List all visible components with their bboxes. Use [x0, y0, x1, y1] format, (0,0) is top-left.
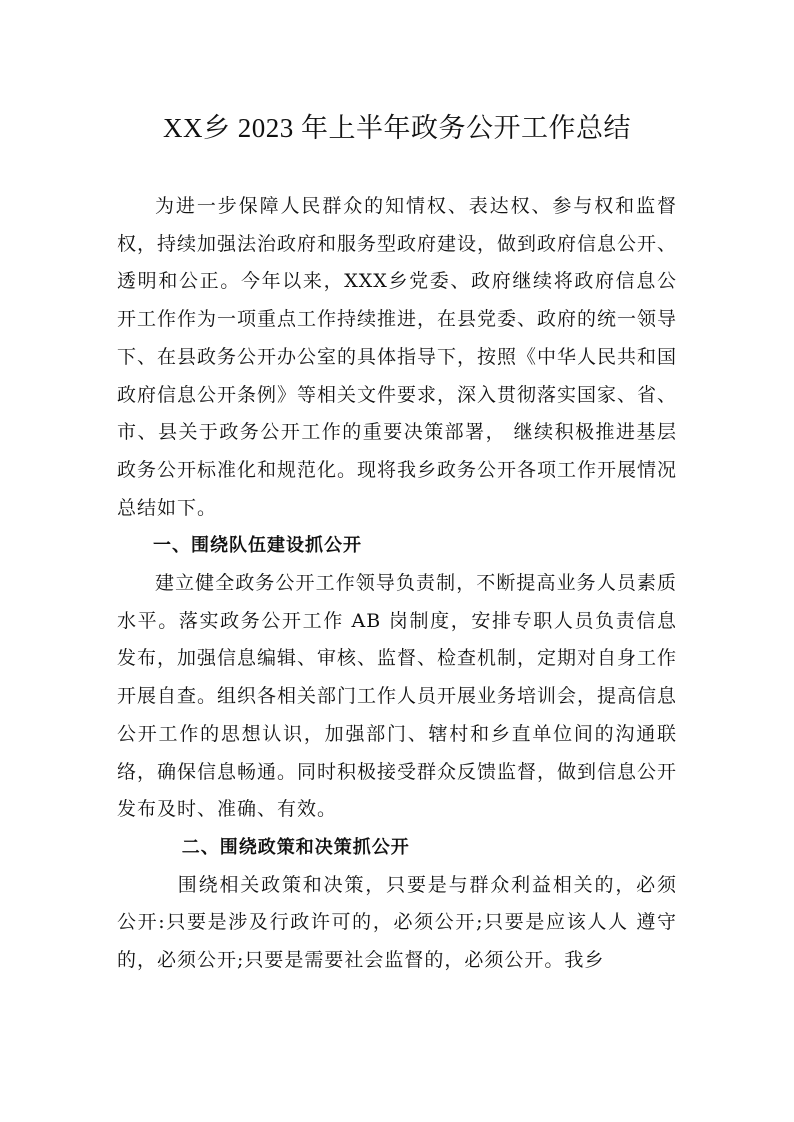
section-heading-2: 二、围绕政策和决策抓公开: [181, 836, 410, 858]
section-2-paragraph: 围绕相关政策和决策，只要是与群众利益相关的，必须公开:只要是涉及行政许可的，必须公开;只要是应该人人 遵守的，必须公开;只要是需要社会监督的，必须公开。我乡: [117, 873, 677, 972]
document-title: XX乡 2023 年上半年政务公开工作总结: [163, 113, 631, 143]
section-heading-1: 一、围绕队伍建设抓公开: [153, 535, 362, 557]
intro-paragraph: 为进一步保障人民群众的知情权、表达权、参与权和监督权，持续加强法治政府和服务型政府建设，做到政府信息公开、透明和公正。今年以来，XXX乡党委、政府继续将政府信息公开工作作为一项重点工作持续推进，在县党委、政府的统一领导下、在县政务公开办公室的具体指导下，按照《中华人民共和国政府信息公开条例》等相关文件要求，深入贯彻落实国家、省、市、县关于政务公开工作的重要决策部署， 继续积极推进基层政务公开标准化和规范化。现将我乡政务公开各项工作开展情况总结如下。: [117, 195, 678, 519]
section-1-paragraph: 建立健全政务公开工作领导负责制，不断提高业务人员素质水平。落实政务公开工作 AB 岗制度，安排专职人员负责信息发布，加强信息编辑、审核、监督、检查机制，定期对自身工作开展自查。组织各相关部门工作人员开展业务培训会，提高信息公开工作的思想认识，加强部门、辖村和乡直单位间的沟通联络，确保信息畅通。同时积极接受群众反馈监督，做到信息公开发布及时、准确、有效。: [117, 572, 678, 821]
document-body: [117, 188, 677, 980]
